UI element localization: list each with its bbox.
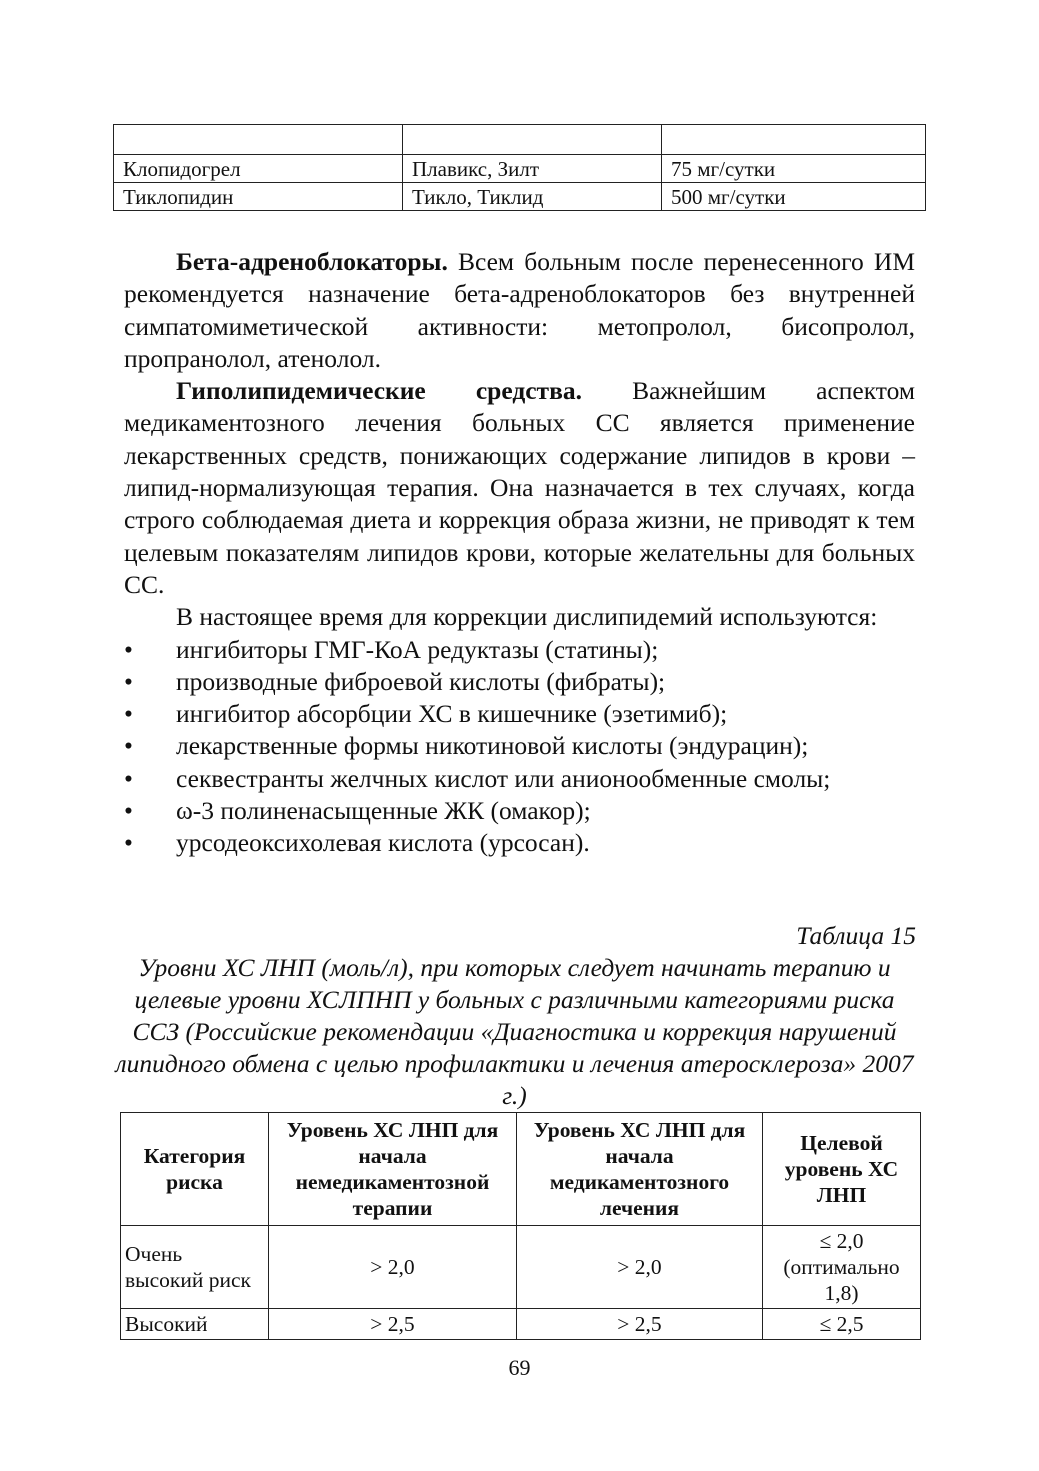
risk-category-cell: Очень высокий риск (121, 1226, 269, 1309)
bullet-icon: • (124, 699, 133, 729)
list-item-text: ингибитор абсорбции ХС в кишечнике (эзетимиб); (176, 699, 728, 729)
table-cell (662, 125, 926, 155)
drug-name-cell: Тиклопидин (114, 183, 403, 211)
list-item-text: производные фиброевой кислоты (фибраты); (176, 666, 666, 696)
table-cell: > 2,0 (269, 1226, 517, 1309)
lipid-lowering-heading: Гиполипидемические средства. (176, 376, 582, 406)
column-header: Уровень ХС ЛНП для начала немедикаментозной терапии (269, 1113, 517, 1226)
lipid-lowering-text: Важнейшим аспектом медикаментозного лечения больных СС является применение лекарственных средств, понижающих содержание липидов в крови – липид-нормализующая терапия. Она назначается в тех случаях, когда строго соблюдаемая диета и коррекция образа жизни, не приводят к тем целевым показателям липидов крови, которые желательны для больных СС. (124, 376, 915, 599)
trade-name-cell: Плавикс, Зилт (403, 155, 662, 183)
dose-cell: 500 мг/сутки (662, 183, 926, 211)
page-number: 69 (508, 1355, 531, 1380)
list-item (124, 763, 915, 795)
bullet-icon: • (124, 634, 133, 664)
list-item (124, 698, 915, 730)
bullet-icon: • (124, 666, 133, 696)
list-item-text: ω-3 полиненасыщенные ЖК (омакор); (176, 796, 591, 826)
column-header: Уровень ХС ЛНП для начала медикаментозного лечения (517, 1113, 763, 1226)
column-header: Категория риска (121, 1113, 269, 1226)
beta-blockers-paragraph (124, 246, 915, 375)
list-item (124, 730, 915, 762)
table-cell (403, 125, 662, 155)
beta-blockers-heading: Бета-адреноблокаторы. (176, 247, 448, 276)
list-item-text: лекарственные формы никотиновой кислоты (эндурацин); (176, 731, 809, 761)
table-header-row (121, 1113, 921, 1226)
beta-blockers-text: Всем больным после перенесенного ИМ рекомендуется назначение бета-адреноблокаторов без внутренней симпатомиметической активности: метопролол, бисопролол, пропранолол, атенолол. (124, 247, 915, 373)
intro-paragraph: В настоящее время для коррекции дислипидемий используются: (176, 602, 878, 632)
list-item (124, 666, 915, 698)
table-title: Уровни ХС ЛНП (моль/л), при которых следует начинать терапию и целевые уровни ХСЛПНП у больных с различными категориями риска ССЗ (Российские рекомендации «Диагностика и коррекция нарушений липидного обмена с целью профилактики и лечения атеросклероза» 2007 г.) (115, 953, 914, 1110)
table-cell (114, 125, 403, 155)
bullet-icon: • (124, 828, 133, 858)
table-cell: > 2,0 (517, 1226, 763, 1309)
drug-class-list (124, 634, 915, 860)
table-row (114, 155, 926, 183)
drug-table (113, 124, 926, 211)
list-item-text: секвестранты желчных кислот или анионообменные смолы; (176, 763, 831, 793)
table-cell: > 2,5 (517, 1309, 763, 1340)
list-item (124, 827, 915, 859)
body-text (124, 246, 915, 860)
table-caption (113, 920, 916, 1112)
table-row (114, 183, 926, 211)
bullet-icon: • (124, 763, 133, 793)
list-item-text: ингибиторы ГМГ-КоА редуктазы (статины); (176, 634, 659, 664)
dose-cell: 75 мг/сутки (662, 155, 926, 183)
bullet-icon: • (124, 796, 133, 826)
drug-name-cell: Клопидогрел (114, 155, 403, 183)
bullet-icon: • (124, 731, 133, 761)
table-cell: > 2,5 (269, 1309, 517, 1340)
table-row (114, 125, 926, 155)
lipid-lowering-paragraph (124, 375, 915, 601)
risk-category-cell: Высокий (121, 1309, 269, 1340)
table-row (121, 1309, 921, 1340)
table-row (121, 1226, 921, 1309)
table-cell: ≤ 2,5 (763, 1309, 921, 1340)
trade-name-cell: Тикло, Тиклид (403, 183, 662, 211)
list-item-text: урсодеоксихолевая кислота (урсосан). (176, 828, 590, 858)
list-item (124, 795, 915, 827)
column-header: Целевой уровень ХС ЛНП (763, 1113, 921, 1226)
table-number: Таблица 15 (796, 921, 916, 950)
ldl-levels-table (120, 1112, 921, 1340)
table-cell: ≤ 2,0 (оптимально 1,8) (763, 1226, 921, 1309)
list-item (124, 634, 915, 666)
